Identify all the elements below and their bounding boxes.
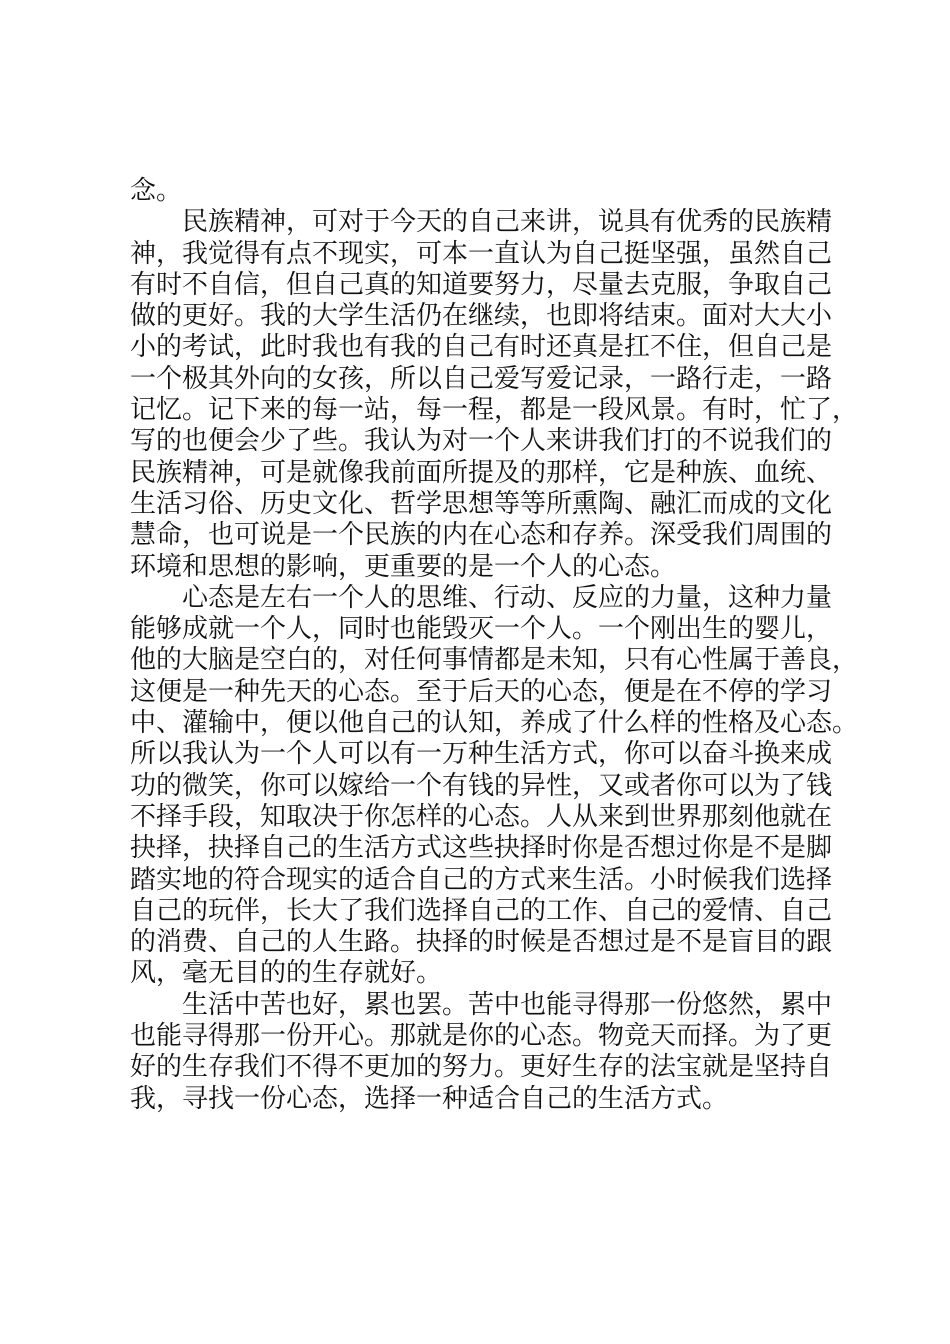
text-line: 我，寻找一份心态，选择一种适合自己的生活方式。 <box>130 1083 729 1114</box>
text-line: 民族精神，可对于今天的自己来讲，说具有优秀的民族精 <box>182 207 833 238</box>
text-line: 功的微笑，你可以嫁给一个有钱的异性，又或者你可以为了钱 <box>130 770 833 801</box>
text-line: 记忆。记下来的每一站，每一程，都是一段风景。有时，忙了， <box>130 395 859 426</box>
text-line: 自己的玩伴，长大了我们选择自己的工作、自己的爱情、自己 <box>130 895 833 926</box>
text-line: 中、灌输中，便以他自己的认知，养成了什么样的性格及心态。 <box>130 708 859 739</box>
text-line: 小的考试，此时我也有我的自己有时还真是扛不住，但自己是 <box>130 332 833 363</box>
text-line: 心态是左右一个人的思维、行动、反应的力量，这种力量 <box>182 582 833 613</box>
text-line: 生活中苦也好，累也罢。苦中也能寻得那一份悠然，累中 <box>182 989 833 1020</box>
body-text <box>130 176 859 1115</box>
text-line: 也能寻得那一份开心。那就是你的心态。物竞天而择。为了更 <box>130 1021 833 1052</box>
text-line: 好的生存我们不得不更加的努力。更好生存的法宝就是坚持自 <box>130 1052 833 1083</box>
text-line: 念。 <box>130 176 183 206</box>
text-line: 有时不自信，但自己真的知道要努力，尽量去克服，争取自己 <box>130 269 833 300</box>
text-line: 这便是一种先天的心态。至于后天的心态，便是在不停的学习 <box>130 676 833 707</box>
text-line: 写的也便会少了些。我认为对一个人来讲我们打的不说我们的 <box>130 426 833 457</box>
text-line: 一个极其外向的女孩，所以自己爱写爱记录，一路行走，一路 <box>130 363 833 394</box>
text-line: 所以我认为一个人可以有一万种生活方式，你可以奋斗换来成 <box>130 739 833 770</box>
text-line: 神，我觉得有点不现实，可本一直认为自己挺坚强，虽然自己 <box>130 238 833 269</box>
text-line: 踏实地的符合现实的适合自己的方式来生活。小时候我们选择 <box>130 864 833 895</box>
text-line: 能够成就一个人，同时也能毁灭一个人。一个刚出生的婴儿， <box>130 614 833 645</box>
text-line: 民族精神，可是就像我前面所提及的那样，它是种族、血统、 <box>130 457 833 488</box>
text-line: 风，毫无目的的生存就好。 <box>130 958 443 989</box>
text-line: 的消费、自己的人生路。抉择的时候是否想过是不是盲目的跟 <box>130 927 833 958</box>
text-line: 不择手段，知取决于你怎样的心态。人从来到世界那刻他就在 <box>130 801 833 832</box>
text-line: 他的大脑是空白的，对任何事情都是未知，只有心性属于善良， <box>130 645 859 676</box>
text-line: 慧命，也可说是一个民族的内在心态和存养。深受我们周围的 <box>130 520 833 551</box>
text-line: 环境和思想的影响，更重要的是一个人的心态。 <box>130 551 677 582</box>
text-line: 做的更好。我的大学生活仍在继续，也即将结束。面对大大小 <box>130 301 833 332</box>
text-line: 抉择，抉择自己的生活方式这些抉择时你是否想过你是不是脚 <box>130 833 833 864</box>
text-line: 生活习俗、历史文化、哲学思想等等所熏陶、融汇而成的文化 <box>130 488 833 519</box>
